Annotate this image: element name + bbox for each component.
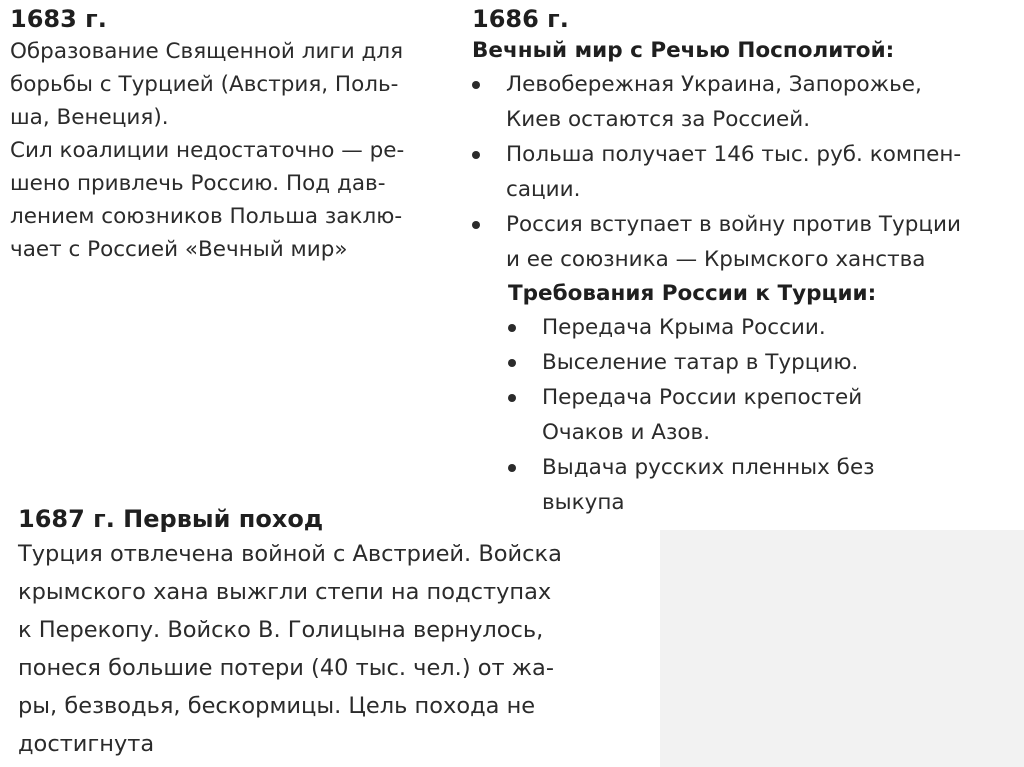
list-item: [508, 310, 1020, 345]
text-line: Образование Священной лиги для: [10, 39, 404, 64]
bullet-icon: [472, 151, 480, 159]
text-line: чает с Россией «Вечный мир»: [10, 237, 348, 262]
list-item-line: Выселение татар в Турцию.: [542, 350, 859, 375]
treaty-heading: Вечный мир с Речью Посполитой:: [472, 38, 895, 63]
list-item-line: Выдача русских пленных без: [542, 455, 875, 480]
block-1686: [472, 4, 1020, 520]
text-line: к Перекопу. Войско В. Голицына вернулось,: [18, 617, 544, 643]
list-item-line: и ее союзника — Крымского ханства: [506, 247, 926, 272]
list-item-line: Левобережная Украина, Запорожье,: [506, 72, 922, 97]
text-line: шено привлечь Россию. Под дав-: [10, 171, 386, 196]
text-line: борьбы с Турцией (Австрия, Поль-: [10, 72, 399, 97]
background-shade: [660, 530, 1024, 767]
list-item: [472, 207, 1020, 277]
treaty-list: [472, 67, 1020, 277]
demands-heading: Требования России к Турции:: [508, 281, 877, 306]
text-line: Турция отвлечена войной с Австрией. Войска: [18, 541, 562, 567]
list-item-line: Передача Крыма России.: [542, 315, 826, 340]
list-item-line: сации.: [506, 177, 581, 202]
list-item-line: выкупа: [542, 490, 625, 515]
year-1686-title: 1686 г.: [472, 5, 569, 33]
list-item: [472, 67, 1020, 137]
text-line: ша, Венеция).: [10, 105, 169, 130]
block-1687: [18, 503, 654, 763]
list-item-line: Россия вступает в войну против Турции: [506, 212, 961, 237]
list-item-line: Передача России крепостей: [542, 385, 863, 410]
text-line: понеся большие потери (40 тыс. чел.) от жа-: [18, 655, 554, 681]
list-item-line: Очаков и Азов.: [542, 420, 711, 445]
bullet-icon: [472, 81, 480, 89]
demands-block: [508, 277, 1020, 520]
text-line: ры, безводья, бескормицы. Цель похода не: [18, 693, 536, 719]
block-1683: [10, 4, 460, 266]
bullet-icon: [508, 394, 516, 402]
bullet-icon: [508, 324, 516, 332]
list-item: [508, 345, 1020, 380]
text-line: крымского хана выжгли степи на подступах: [18, 579, 552, 605]
list-item: [508, 380, 1020, 450]
bullet-icon: [508, 359, 516, 367]
text-line: достигнута: [18, 731, 155, 757]
demands-list: [508, 310, 1020, 520]
bullet-icon: [508, 464, 516, 472]
list-item-line: Польша получает 146 тыс. руб. компен-: [506, 142, 962, 167]
year-1687-title: 1687 г. Первый поход: [18, 505, 324, 533]
text-line: Сил коалиции недостаточно — ре-: [10, 138, 405, 163]
list-item-line: Киев остаются за Россией.: [506, 107, 811, 132]
bullet-icon: [472, 221, 480, 229]
list-item: [472, 137, 1020, 207]
year-1683-title: 1683 г.: [10, 5, 107, 33]
text-line: лением союзников Польша заклю-: [10, 204, 403, 229]
